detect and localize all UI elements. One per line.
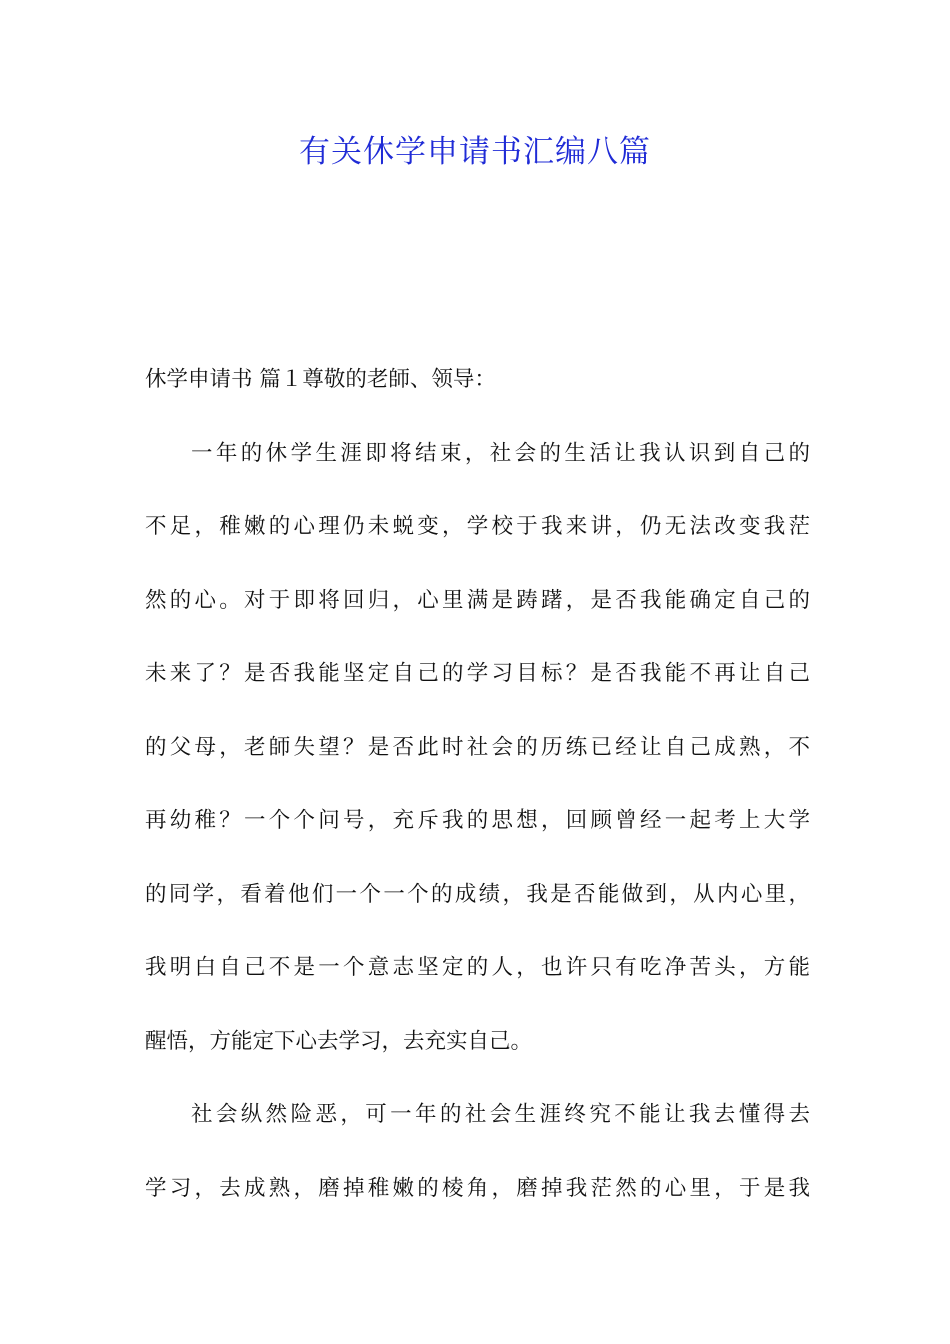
paragraph-line: 然的心。对于即将回归，心里满是踌躇，是否我能确定自己的 xyxy=(145,587,810,613)
paragraph-line: 社会纵然险恶，可一年的社会生涯终究不能让我去懂得去 xyxy=(191,1102,810,1127)
paragraph-line: 的父母，老師失望？是否此时社会的历练已经让自己成熟，不 xyxy=(145,734,810,760)
salutation-line: 休学申请书 篇１尊敬的老師、领导： xyxy=(145,367,496,392)
paragraph-line: 未来了？是否我能坚定自己的学习目标？是否我能不再让自己 xyxy=(145,661,810,686)
paragraph-line: 再幼稚？一个个问号，充斥我的思想，回顾曾经一起考上大学 xyxy=(145,808,810,833)
paragraph-line: 的同学，看着他们一个一个的成绩，我是否能做到，从内心里， xyxy=(145,881,810,907)
document-body xyxy=(145,343,810,1225)
document-title: 有关休学申请书汇编八篇 xyxy=(299,134,651,170)
paragraph-line: 醒悟，方能定下心去学习，去充实自己。 xyxy=(145,1028,533,1054)
paragraph-line: 我明白自己不是一个意志坚定的人，也许只有吃净苦头，方能 xyxy=(145,955,810,980)
paragraph-line: 学习，去成熟，磨掉稚嫩的棱角，磨掉我茫然的心里，于是我 xyxy=(145,1175,810,1201)
paragraph-line: 一年的休学生涯即将结束，社会的生活让我认识到自己的 xyxy=(191,440,810,466)
paragraph-line: 不足，稚嫩的心理仍未蜕变，学校于我来讲，仍无法改变我茫 xyxy=(145,514,810,539)
